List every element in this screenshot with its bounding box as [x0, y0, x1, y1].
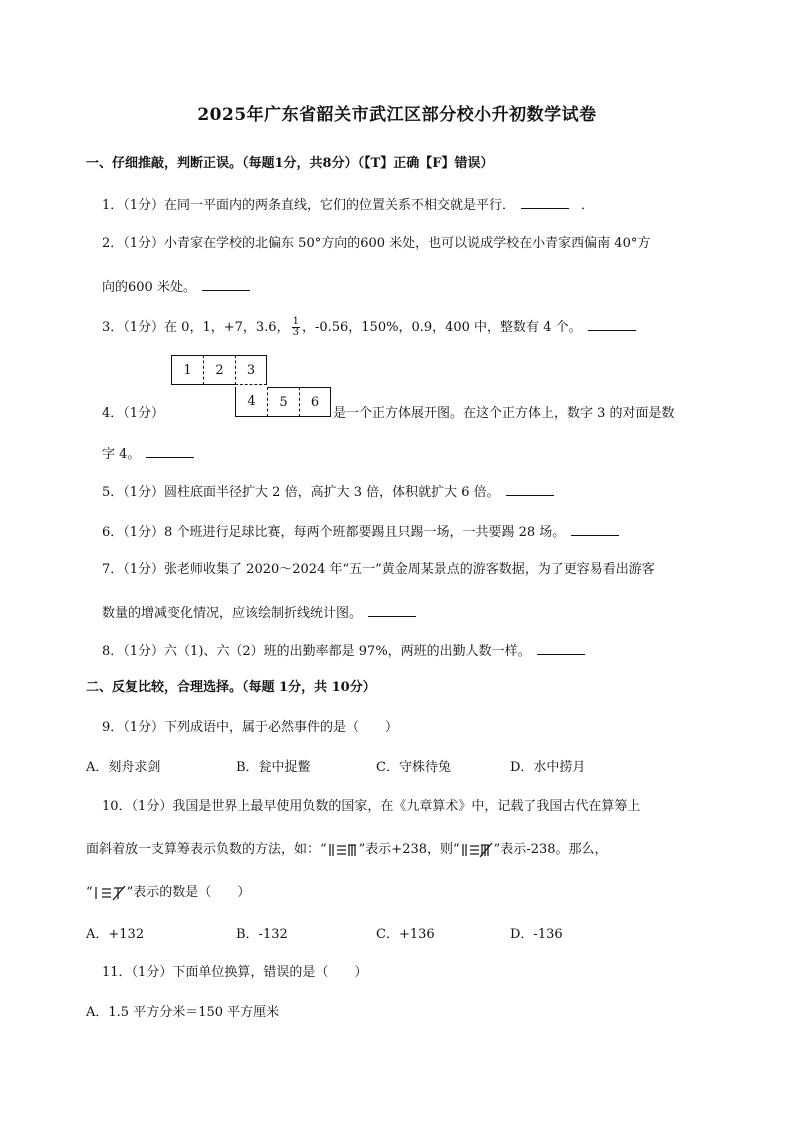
section-heading-choice: 二、反复比较，合理选择。（每题 1分，共 10分）	[86, 680, 376, 695]
answer-blank[interactable]	[146, 443, 194, 458]
question-2-line-1: 2．（1分）小青家在学校的北偏东 50°方向的600 米处，也可以说成学校在小青家西偏南 40°方	[102, 236, 651, 251]
question-10-quote-open: “	[86, 885, 93, 900]
question-10-text-a: 面斜着放一支算筹表示负数的方法，如：“	[86, 842, 327, 857]
question-3-text-a: 3．（1分）在 0，1，+7，3.6，	[102, 320, 290, 335]
question-10-text-c: ”表示-238。那么，	[493, 842, 608, 857]
q10-option-d[interactable]: D．-136	[510, 927, 563, 942]
question-2-text: 向的600 米处。	[102, 280, 196, 295]
cube-face-5: 5	[267, 387, 299, 417]
question-1	[102, 194, 594, 216]
cube-face-1: 1	[171, 355, 203, 385]
answer-blank[interactable]	[368, 602, 416, 617]
question-10-line-3	[86, 883, 250, 903]
q10-option-a[interactable]: A．+132	[86, 927, 145, 942]
question-2-line-2	[102, 276, 250, 298]
question-10-line-1: 10．（1分）我国是世界上最早使用负数的国家，在《九章算术》中，记载了我国古代在算筹上	[102, 799, 641, 814]
answer-blank[interactable]	[506, 481, 554, 496]
cube-face-3: 3	[235, 355, 267, 385]
q9-option-d[interactable]: D．水中捞月	[510, 760, 586, 775]
cube-face-6: 6	[299, 387, 331, 417]
question-1-period: ．	[581, 198, 595, 213]
counting-rods-238-icon	[328, 842, 358, 858]
question-10-text-d: ”表示的数是（ ）	[126, 885, 251, 900]
q10-option-c[interactable]: C．+136	[376, 927, 435, 942]
answer-blank[interactable]	[588, 316, 636, 331]
question-7-line-1: 7．（1分）张老师收集了 2020～2024 年“五一”黄金周某景点的游客数据，为了更容易看出游客	[102, 562, 655, 577]
counting-rods-neg-238-icon	[461, 842, 493, 858]
question-7-line-2	[102, 602, 416, 624]
question-4-label: 4．（1分）	[102, 406, 165, 421]
section-heading-judgement: 一、仔细推敲，判断正误。（每题1分，共8分）（【T】正确【F】错误）	[86, 156, 494, 171]
counting-rods-question-icon	[94, 885, 126, 901]
question-6	[102, 521, 619, 543]
question-5	[102, 481, 554, 503]
q9-option-a[interactable]: A．刻舟求剑	[86, 760, 161, 775]
question-4-line-2	[102, 443, 194, 465]
page-title: 2025年广东省韶关市武江区部分校小升初数学试卷	[197, 105, 597, 125]
answer-blank[interactable]	[521, 194, 569, 209]
question-5-text: 5．（1分）圆柱底面半径扩大 2 倍，高扩大 3 倍，体积就扩大 6 倍。	[102, 485, 500, 500]
question-6-text: 6．（1分）8 个班进行足球比赛，每两个班都要踢且只踢一场，一共要踢 28 场。	[102, 525, 566, 540]
answer-blank[interactable]	[202, 276, 250, 291]
cube-net-figure	[171, 355, 331, 419]
answer-blank[interactable]	[537, 640, 585, 655]
question-8-text: 8．（1分）六（1)、六（2）班的出勤率都是 97%，两班的出勤人数一样。	[102, 644, 531, 659]
question-3-text-b: ，-0.56，150%，0.9，400 中，整数有 4 个。	[301, 320, 582, 335]
cube-face-4: 4	[235, 387, 267, 417]
question-3	[102, 316, 636, 338]
question-10-text-b: ”表示+238，则“	[358, 842, 460, 857]
q9-option-b[interactable]: B．瓮中捉鳖	[236, 760, 311, 775]
question-4-text: 是一个正方体展开图。在这个正方体上，数字 3 的对面是数	[333, 406, 675, 421]
q11-option-a[interactable]: A．1.5 平方分米＝150 平方厘米	[86, 1005, 280, 1020]
question-9: 9．（1分）下列成语中，属于必然事件的是（ ）	[102, 720, 399, 735]
cube-face-2: 2	[203, 355, 235, 385]
question-1-text: 1．（1分）在同一平面内的两条直线，它们的位置关系不相交就是平行．	[102, 198, 516, 213]
question-7-text: 数量的增减变化情况，应该绘制折线统计图。	[102, 606, 363, 621]
question-10-line-2	[86, 840, 608, 860]
q10-option-b[interactable]: B．-132	[236, 927, 288, 942]
question-4-text-end: 字 4。	[102, 447, 141, 462]
question-8	[102, 640, 585, 662]
question-11: 11．（1分）下面单位换算，错误的是（ ）	[102, 965, 368, 980]
fraction-one-third: $\frac{1}{3}$	[292, 316, 299, 338]
answer-blank[interactable]	[571, 521, 619, 536]
q9-option-c[interactable]: C．守株待兔	[376, 760, 451, 775]
